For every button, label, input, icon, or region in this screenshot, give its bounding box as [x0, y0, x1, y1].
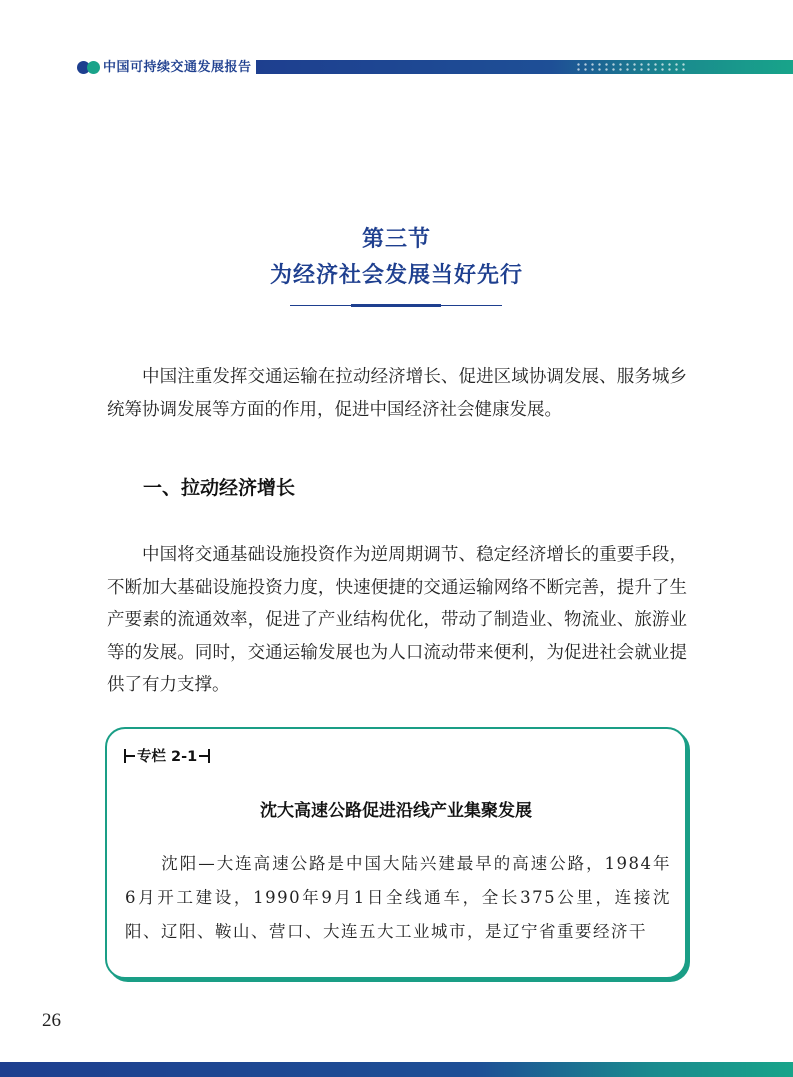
header-gradient-bar: [256, 60, 793, 74]
column-text: 沈阳—大连高速公路是中国大陆兴建最早的高速公路，1984年6月开工建设，1990年9月1日全线通车，全长375公里，连接沈阳、辽阳、鞍山、营口、大连五大工业城市，是辽宁省重要经济干: [125, 854, 671, 941]
column-label: [124, 745, 210, 766]
intro-paragraph: 中国注重发挥交通运输在拉动经济增长、促进区域协调发展、服务城乡统筹协调发展等方面的作用，促进中国经济社会健康发展。: [107, 367, 687, 420]
body-paragraph: 中国将交通基础设施投资作为逆周期调节、稳定经济增长的重要手段，不断加大基础设施投资力度，快速便捷的交通运输网络不断完善，提升了生产要素的流通效率，促进了产业结构优化，带动了制造业、物流业、旅游业等的发展。同时，交通运输发展也为人口流动带来便利，为促进社会就业提供了有力支撑。: [107, 545, 687, 695]
report-title: 中国可持续交通发展报告: [103, 60, 252, 75]
green-dot-icon: [87, 61, 100, 74]
subsection-heading: 一、拉动经济增长: [143, 477, 296, 499]
section-number: 第三节: [361, 226, 431, 252]
page-number: 26: [42, 1010, 61, 1031]
bracket-right-icon: [200, 749, 210, 763]
running-header: [0, 58, 793, 78]
bracket-left-icon: [124, 749, 134, 763]
column-title: 沈大高速公路促进沿线产业集聚发展: [260, 801, 532, 821]
header-dot-pattern: [575, 62, 685, 72]
column-label-text: 专栏 2-1: [137, 749, 198, 765]
section-title: 为经济社会发展当好先行: [269, 262, 523, 288]
title-underline-accent: [351, 304, 441, 307]
column-box: [105, 727, 687, 979]
footer-gradient-bar: [0, 1062, 793, 1077]
